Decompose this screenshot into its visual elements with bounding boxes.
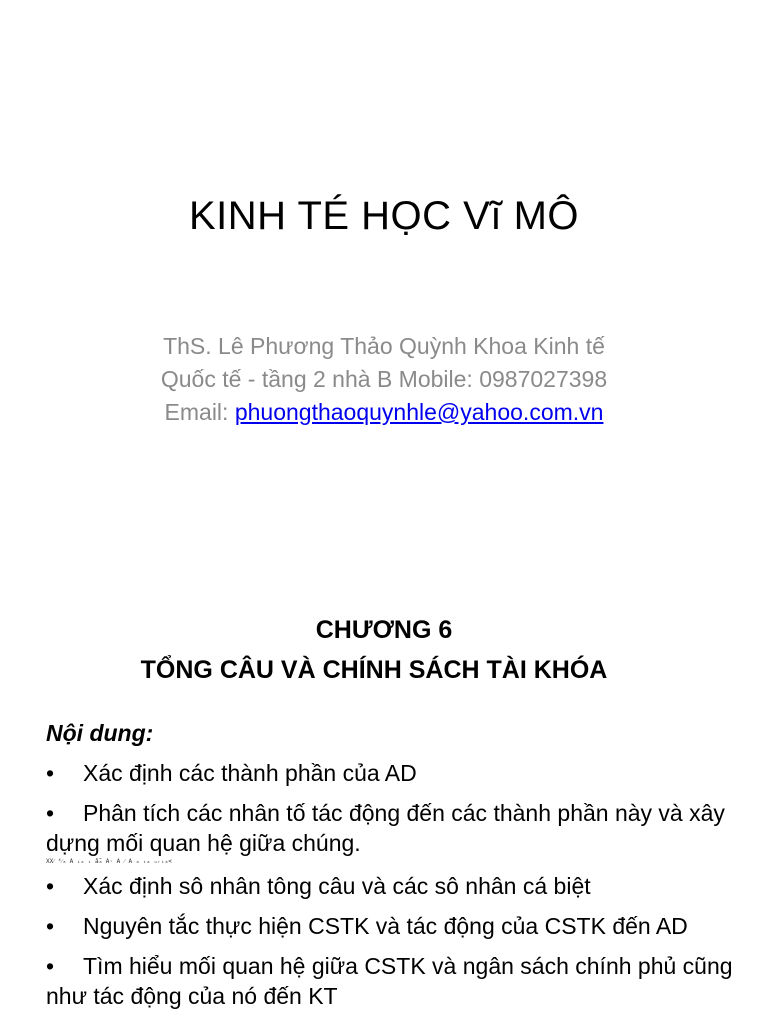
email-label: Email: xyxy=(164,399,235,425)
bullet-icon: • xyxy=(46,800,55,826)
author-line-1: ThS. Lê Phương Thảo Quỳnh Khoa Kinh tế xyxy=(163,333,605,359)
chapter-heading xyxy=(0,610,768,690)
bullet-icon: • xyxy=(46,953,55,979)
list-item-text: Nguyên tắc thực hiện CSTK và tác động của CSTK đến AD xyxy=(83,913,688,939)
author-line-2: Quốc tế - tầng 2 nhà B Mobile: 0987027398 xyxy=(160,366,608,392)
author-email-line xyxy=(0,396,768,429)
list-item xyxy=(46,951,736,1011)
list-item-text: Xác định các thành phần của AD xyxy=(83,760,417,786)
list-item-text: Phân tích các nhân tố tác động đến các thành phần này và xây dựng mối quan hệ giữa chúng. xyxy=(46,800,725,856)
chapter-number: CHƯƠNG 6 xyxy=(315,616,453,644)
list-item-text: Tìm hiểu mối quan hệ giữa CSTK và ngân sách chính phủ cũng như tác động của nó đến KT xyxy=(46,953,733,1009)
author-info xyxy=(0,330,768,429)
tiny-note: XX⁄ ⁴⁄ₐ A ᵢₐ ᵢ ẫₐ A· A ⁄ A ₐ ᵢₐ ᵤᵣᵢₐ< xyxy=(46,858,172,865)
bullet-icon: • xyxy=(46,873,55,899)
content-heading: Nội dung: xyxy=(46,720,154,746)
list-item xyxy=(46,871,736,901)
bullet-icon: • xyxy=(46,913,55,939)
slide-title: KINH TÉ HỌC Vĩ MÔ xyxy=(188,194,580,238)
content-section xyxy=(46,718,736,1021)
bullet-icon: • xyxy=(46,760,55,786)
list-item-text: Xác định sô nhân tông câu và các sô nhân cá biệt xyxy=(83,873,591,899)
list-item xyxy=(46,758,736,788)
email-link[interactable]: phuongthaoquynhle@yahoo.com.vn xyxy=(234,399,604,425)
chapter-name: TỔNG CÂU VÀ CHÍNH SÁCH TÀI KHÓA xyxy=(140,656,608,684)
list-item xyxy=(46,911,736,941)
list-item xyxy=(46,798,736,858)
